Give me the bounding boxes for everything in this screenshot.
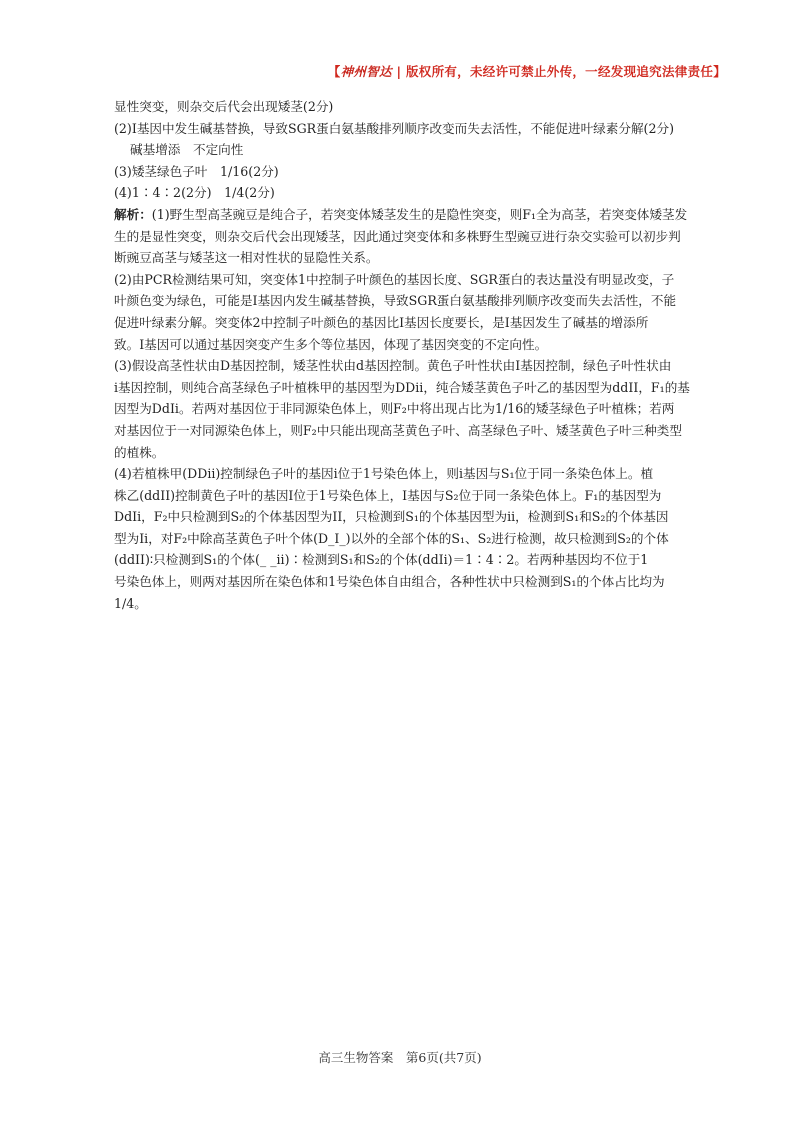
analysis-line: i基因控制，则纯合高茎绿色子叶植株甲的基因型为DDii，纯合矮茎黄色子叶乙的基因型为ddII，F₁的基	[114, 379, 690, 395]
analysis-line: 致。I基因可以通过基因突变产生多个等位基因，体现了基因突变的不定向性。	[114, 336, 548, 352]
page-footer: 高三生物答案 第6页(共7页)	[318, 1050, 482, 1065]
analysis-line: 株乙(ddII)控制黄色子叶的基因I位于1号染色体上，I基因与S₂位于同一条染色体上。F₁的基因型为	[114, 487, 662, 503]
bracket-open: 【	[327, 64, 341, 79]
answer-line: 显性突变，则杂交后代会出现矮茎(2分)	[114, 99, 334, 114]
analysis-line	[114, 204, 694, 226]
analysis-line: 叶颜色变为绿色，可能是I基因内发生碱基替换，导致SGR蛋白氨基酸排列顺序改变而失去活性，不能	[114, 293, 677, 309]
analysis-line: 促进叶绿素分解。突变体2中控制子叶颜色的基因比I基因长度要长，是I基因发生了碱基的增添所	[114, 314, 649, 330]
analysis-line: (4)若植株甲(DDii)控制绿色子叶的基因i位于1号染色体上，则i基因与S₁位于同一条染色体上。植	[114, 466, 654, 482]
bracket-close: 】	[713, 64, 726, 79]
analysis-label: 解析：	[114, 206, 152, 222]
answer-content	[114, 96, 694, 614]
analysis-line: 断豌豆高茎与矮茎这一相对性状的显隐性关系。	[114, 250, 379, 266]
analysis-text: (1)野生型高茎豌豆是纯合子，若突变体矮茎发生的是隐性突变，则F₁全为高茎，若突变体矮茎发	[151, 206, 688, 222]
analysis-line: (ddII)∶只检测到S₁的个体(_ _ii)∶检测到S₁和S₂的个体(ddIi)＝1∶4∶2。若两种基因均不位于1	[114, 552, 649, 568]
answer-line: (3)矮茎绿色子叶 1/16(2分)	[114, 163, 279, 179]
analysis-line: (3)假设高茎性状由D基因控制，矮茎性状由d基因控制。黄色子叶性状由I基因控制，绿色子叶性状由	[114, 358, 672, 374]
logo-divider: |	[391, 64, 406, 79]
analysis-line: 因型为DdIi。若两对基因位于非同源染色体上，则F₂中将出现占比为1/16的矮茎绿色子叶植株；若两	[114, 401, 675, 417]
answer-line: (2)I基因中发生碱基替换，导致SGR蛋白氨基酸排列顺序改变而失去活性，不能促进叶绿素分解(2分)	[114, 120, 674, 136]
answer-line: 碱基增添 不定向性	[130, 142, 244, 158]
analysis-line: DdIi，F₂中只检测到S₂的个体基因型为II，只检测到S₁的个体基因型为ii，检测到S₁和S₂的个体基因	[114, 509, 669, 525]
analysis-line: 型为Ii，对F₂中除高茎黄色子叶个体(D_I_)以外的全部个体的S₁、S₂进行检测，故只检测到S₂的个体	[114, 530, 669, 546]
analysis-line: 对基因位于一对同源染色体上，则F₂中只能出现高茎黄色子叶、高茎绿色子叶、矮茎黄色子叶三种类型	[114, 422, 682, 438]
analysis-line: 号染色体上，则两对基因所在染色体和1号染色体自由组合，各种性状中只检测到S₁的个体占比均为	[114, 574, 665, 590]
answer-line: (4)1∶4∶2(2分) 1/4(2分)	[114, 185, 275, 201]
analysis-line: (2)由PCR检测结果可知，突变体1中控制子叶颜色的基因长度、SGR蛋白的表达量没有明显改变，子	[114, 271, 675, 287]
analysis-line: 的植株。	[114, 444, 165, 460]
copyright-banner	[328, 62, 726, 80]
analysis-line: 1/4。	[114, 595, 147, 611]
copyright-notice: 版权所有，未经许可禁止外传，一经发现追究法律责任	[405, 64, 714, 79]
publisher-logo: 神州智达	[340, 64, 392, 79]
analysis-line: 生的是显性突变，则杂交后代会出现矮茎，因此通过突变体和多株野生型豌豆进行杂交实验可以初步判	[114, 228, 681, 244]
